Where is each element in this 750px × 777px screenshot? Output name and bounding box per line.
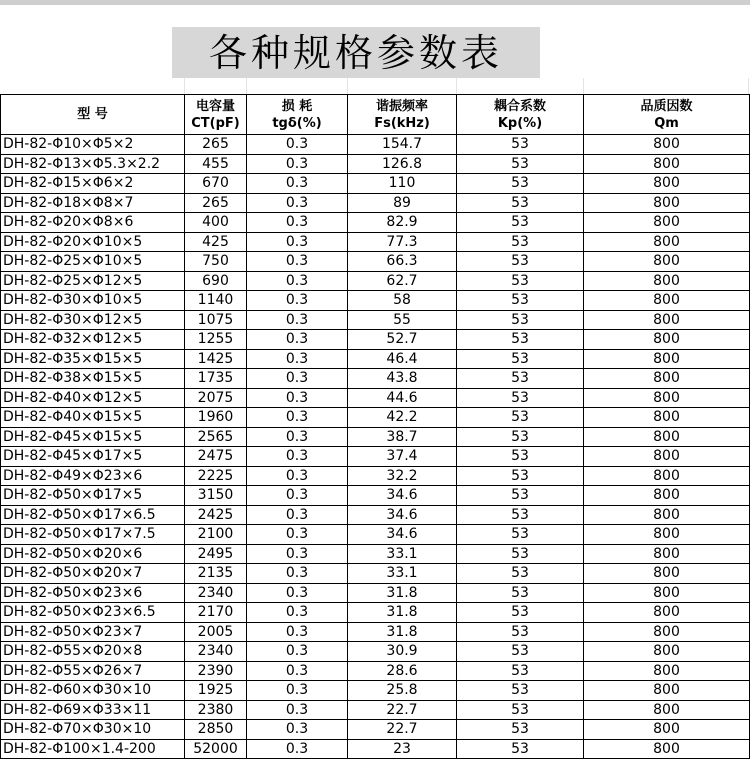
capacitance-cell: 425 <box>185 232 247 252</box>
loss-cell: 0.3 <box>247 388 348 408</box>
column-guide <box>583 78 584 94</box>
coupling-cell: 53 <box>457 583 584 603</box>
quality-cell: 800 <box>584 252 750 272</box>
loss-cell: 0.3 <box>247 213 348 233</box>
table-row <box>1 213 750 233</box>
title-banner <box>172 27 540 78</box>
loss-cell: 0.3 <box>247 661 348 681</box>
column-guide <box>748 78 749 94</box>
coupling-cell: 53 <box>457 622 584 642</box>
table-row <box>1 154 750 174</box>
table-row <box>1 388 750 408</box>
loss-cell: 0.3 <box>247 544 348 564</box>
frequency-cell: 37.4 <box>348 447 457 467</box>
quality-cell: 800 <box>584 330 750 350</box>
frequency-cell: 22.7 <box>348 700 457 720</box>
table-row <box>1 720 750 740</box>
model-cell: DH-82-Φ30×Φ10×5 <box>1 291 185 311</box>
table-row <box>1 193 750 213</box>
capacitance-cell: 1925 <box>185 681 247 701</box>
capacitance-cell: 2075 <box>185 388 247 408</box>
table-row <box>1 583 750 603</box>
frequency-cell: 42.2 <box>348 408 457 428</box>
frequency-cell: 31.8 <box>348 622 457 642</box>
quality-cell: 800 <box>584 408 750 428</box>
page-title: 各种规格参数表 <box>208 30 503 75</box>
frequency-cell: 154.7 <box>348 135 457 155</box>
frequency-cell: 22.7 <box>348 720 457 740</box>
model-cell: DH-82-Φ50×Φ20×7 <box>1 564 185 584</box>
capacitance-cell: 2425 <box>185 505 247 525</box>
loss-cell: 0.3 <box>247 291 348 311</box>
capacitance-cell: 2340 <box>185 583 247 603</box>
capacitance-cell: 2005 <box>185 622 247 642</box>
coupling-cell: 53 <box>457 525 584 545</box>
frequency-cell: 33.1 <box>348 544 457 564</box>
top-border-strip <box>0 0 750 5</box>
loss-cell: 0.3 <box>247 486 348 506</box>
header-resonant-frequency: 谐振频率 Fs(kHz) <box>348 95 457 135</box>
model-cell: DH-82-Φ45×Φ15×5 <box>1 427 185 447</box>
coupling-cell: 53 <box>457 700 584 720</box>
column-guide <box>347 78 348 94</box>
capacitance-cell: 1075 <box>185 310 247 330</box>
model-cell: DH-82-Φ40×Φ12×5 <box>1 388 185 408</box>
capacitance-cell: 265 <box>185 135 247 155</box>
coupling-cell: 53 <box>457 232 584 252</box>
table-row <box>1 447 750 467</box>
coupling-cell: 53 <box>457 642 584 662</box>
model-cell: DH-82-Φ50×Φ23×7 <box>1 622 185 642</box>
quality-cell: 800 <box>584 681 750 701</box>
loss-cell: 0.3 <box>247 525 348 545</box>
loss-cell: 0.3 <box>247 700 348 720</box>
loss-cell: 0.3 <box>247 681 348 701</box>
quality-cell: 800 <box>584 720 750 740</box>
quality-cell: 800 <box>584 193 750 213</box>
loss-cell: 0.3 <box>247 174 348 194</box>
frequency-cell: 38.7 <box>348 427 457 447</box>
capacitance-cell: 1425 <box>185 349 247 369</box>
quality-cell: 800 <box>584 427 750 447</box>
capacitance-cell: 2100 <box>185 525 247 545</box>
frequency-cell: 43.8 <box>348 369 457 389</box>
capacitance-cell: 2565 <box>185 427 247 447</box>
table-row <box>1 544 750 564</box>
coupling-cell: 53 <box>457 603 584 623</box>
loss-cell: 0.3 <box>247 154 348 174</box>
frequency-cell: 34.6 <box>348 486 457 506</box>
quality-cell: 800 <box>584 525 750 545</box>
capacitance-cell: 2495 <box>185 544 247 564</box>
coupling-cell: 53 <box>457 427 584 447</box>
frequency-cell: 82.9 <box>348 213 457 233</box>
coupling-cell: 53 <box>457 739 584 759</box>
loss-cell: 0.3 <box>247 583 348 603</box>
capacitance-cell: 400 <box>185 213 247 233</box>
table-row <box>1 330 750 350</box>
loss-cell: 0.3 <box>247 447 348 467</box>
coupling-cell: 53 <box>457 349 584 369</box>
capacitance-cell: 1140 <box>185 291 247 311</box>
quality-cell: 800 <box>584 154 750 174</box>
column-guide <box>456 78 457 94</box>
coupling-cell: 53 <box>457 135 584 155</box>
table-row <box>1 661 750 681</box>
coupling-cell: 53 <box>457 291 584 311</box>
capacitance-cell: 2170 <box>185 603 247 623</box>
loss-cell: 0.3 <box>247 720 348 740</box>
frequency-cell: 62.7 <box>348 271 457 291</box>
quality-cell: 800 <box>584 369 750 389</box>
frequency-cell: 46.4 <box>348 349 457 369</box>
model-cell: DH-82-Φ38×Φ15×5 <box>1 369 185 389</box>
quality-cell: 800 <box>584 739 750 759</box>
quality-cell: 800 <box>584 232 750 252</box>
model-cell: DH-82-Φ55×Φ20×8 <box>1 642 185 662</box>
loss-cell: 0.3 <box>247 739 348 759</box>
loss-cell: 0.3 <box>247 466 348 486</box>
table-row <box>1 466 750 486</box>
quality-cell: 800 <box>584 700 750 720</box>
model-cell: DH-82-Φ10×Φ5×2 <box>1 135 185 155</box>
quality-cell: 800 <box>584 466 750 486</box>
frequency-cell: 31.8 <box>348 583 457 603</box>
coupling-cell: 53 <box>457 174 584 194</box>
loss-cell: 0.3 <box>247 642 348 662</box>
coupling-cell: 53 <box>457 466 584 486</box>
model-cell: DH-82-Φ30×Φ12×5 <box>1 310 185 330</box>
capacitance-cell: 1255 <box>185 330 247 350</box>
capacitance-cell: 455 <box>185 154 247 174</box>
model-cell: DH-82-Φ69×Φ33×11 <box>1 700 185 720</box>
table-row <box>1 174 750 194</box>
frequency-cell: 25.8 <box>348 681 457 701</box>
coupling-cell: 53 <box>457 388 584 408</box>
model-cell: DH-82-Φ49×Φ23×6 <box>1 466 185 486</box>
quality-cell: 800 <box>584 174 750 194</box>
frequency-cell: 52.7 <box>348 330 457 350</box>
table-row <box>1 486 750 506</box>
coupling-cell: 53 <box>457 486 584 506</box>
loss-cell: 0.3 <box>247 408 348 428</box>
column-guide <box>184 78 185 94</box>
loss-cell: 0.3 <box>247 622 348 642</box>
quality-cell: 800 <box>584 213 750 233</box>
frequency-cell: 89 <box>348 193 457 213</box>
table-row <box>1 642 750 662</box>
coupling-cell: 53 <box>457 408 584 428</box>
capacitance-cell: 670 <box>185 174 247 194</box>
quality-cell: 800 <box>584 135 750 155</box>
table-row <box>1 427 750 447</box>
capacitance-cell: 750 <box>185 252 247 272</box>
frequency-cell: 126.8 <box>348 154 457 174</box>
quality-cell: 800 <box>584 642 750 662</box>
capacitance-cell: 2340 <box>185 642 247 662</box>
table-row <box>1 349 750 369</box>
coupling-cell: 53 <box>457 369 584 389</box>
model-cell: DH-82-Φ50×Φ23×6 <box>1 583 185 603</box>
model-cell: DH-82-Φ55×Φ26×7 <box>1 661 185 681</box>
model-cell: DH-82-Φ40×Φ15×5 <box>1 408 185 428</box>
loss-cell: 0.3 <box>247 252 348 272</box>
table-row <box>1 505 750 525</box>
capacitance-cell: 2390 <box>185 661 247 681</box>
model-cell: DH-82-Φ50×Φ23×6.5 <box>1 603 185 623</box>
header-capacitance: 电容量 CT(pF) <box>185 95 247 135</box>
coupling-cell: 53 <box>457 271 584 291</box>
loss-cell: 0.3 <box>247 369 348 389</box>
frequency-cell: 66.3 <box>348 252 457 272</box>
model-cell: DH-82-Φ60×Φ30×10 <box>1 681 185 701</box>
coupling-cell: 53 <box>457 505 584 525</box>
table-row <box>1 564 750 584</box>
model-cell: DH-82-Φ50×Φ20×6 <box>1 544 185 564</box>
quality-cell: 800 <box>584 388 750 408</box>
quality-cell: 800 <box>584 291 750 311</box>
capacitance-cell: 2850 <box>185 720 247 740</box>
quality-cell: 800 <box>584 564 750 584</box>
quality-cell: 800 <box>584 447 750 467</box>
coupling-cell: 53 <box>457 310 584 330</box>
quality-cell: 800 <box>584 622 750 642</box>
capacitance-cell: 2475 <box>185 447 247 467</box>
loss-cell: 0.3 <box>247 232 348 252</box>
coupling-cell: 53 <box>457 213 584 233</box>
table-row <box>1 135 750 155</box>
model-cell: DH-82-Φ45×Φ17×5 <box>1 447 185 467</box>
model-cell: DH-82-Φ25×Φ10×5 <box>1 252 185 272</box>
spec-table <box>0 94 750 759</box>
quality-cell: 800 <box>584 661 750 681</box>
table-row <box>1 369 750 389</box>
capacitance-cell: 2135 <box>185 564 247 584</box>
frequency-cell: 110 <box>348 174 457 194</box>
frequency-cell: 28.6 <box>348 661 457 681</box>
frequency-cell: 23 <box>348 739 457 759</box>
coupling-cell: 53 <box>457 564 584 584</box>
quality-cell: 800 <box>584 505 750 525</box>
model-cell: DH-82-Φ32×Φ12×5 <box>1 330 185 350</box>
frequency-cell: 31.8 <box>348 603 457 623</box>
loss-cell: 0.3 <box>247 564 348 584</box>
frequency-cell: 34.6 <box>348 505 457 525</box>
quality-cell: 800 <box>584 544 750 564</box>
frequency-cell: 33.1 <box>348 564 457 584</box>
coupling-cell: 53 <box>457 330 584 350</box>
table-row <box>1 603 750 623</box>
coupling-cell: 53 <box>457 661 584 681</box>
model-cell: DH-82-Φ50×Φ17×7.5 <box>1 525 185 545</box>
loss-cell: 0.3 <box>247 271 348 291</box>
loss-cell: 0.3 <box>247 193 348 213</box>
model-cell: DH-82-Φ18×Φ8×7 <box>1 193 185 213</box>
model-cell: DH-82-Φ25×Φ12×5 <box>1 271 185 291</box>
coupling-cell: 53 <box>457 252 584 272</box>
loss-cell: 0.3 <box>247 427 348 447</box>
loss-cell: 0.3 <box>247 135 348 155</box>
table-row <box>1 271 750 291</box>
frequency-cell: 58 <box>348 291 457 311</box>
table-row <box>1 408 750 428</box>
quality-cell: 800 <box>584 310 750 330</box>
capacitance-cell: 1735 <box>185 369 247 389</box>
table-row <box>1 681 750 701</box>
coupling-cell: 53 <box>457 544 584 564</box>
frequency-cell: 77.3 <box>348 232 457 252</box>
model-cell: DH-82-Φ15×Φ6×2 <box>1 174 185 194</box>
model-cell: DH-82-Φ50×Φ17×5 <box>1 486 185 506</box>
frequency-cell: 32.2 <box>348 466 457 486</box>
table-row <box>1 252 750 272</box>
capacitance-cell: 2225 <box>185 466 247 486</box>
header-loss: 损 耗 tgδ(%) <box>247 95 348 135</box>
loss-cell: 0.3 <box>247 505 348 525</box>
model-cell: DH-82-Φ35×Φ15×5 <box>1 349 185 369</box>
table-row <box>1 622 750 642</box>
capacitance-cell: 52000 <box>185 739 247 759</box>
quality-cell: 800 <box>584 603 750 623</box>
quality-cell: 800 <box>584 271 750 291</box>
loss-cell: 0.3 <box>247 349 348 369</box>
coupling-cell: 53 <box>457 154 584 174</box>
model-cell: DH-82-Φ50×Φ17×6.5 <box>1 505 185 525</box>
capacitance-cell: 2380 <box>185 700 247 720</box>
frequency-cell: 34.6 <box>348 525 457 545</box>
coupling-cell: 53 <box>457 193 584 213</box>
frequency-cell: 44.6 <box>348 388 457 408</box>
coupling-cell: 53 <box>457 681 584 701</box>
quality-cell: 800 <box>584 349 750 369</box>
model-cell: DH-82-Φ13×Φ5.3×2.2 <box>1 154 185 174</box>
capacitance-cell: 690 <box>185 271 247 291</box>
table-header-row <box>1 95 750 135</box>
table-row <box>1 232 750 252</box>
capacitance-cell: 1960 <box>185 408 247 428</box>
frequency-cell: 55 <box>348 310 457 330</box>
table-row <box>1 291 750 311</box>
loss-cell: 0.3 <box>247 330 348 350</box>
model-cell: DH-82-Φ100×1.4-200 <box>1 739 185 759</box>
quality-cell: 800 <box>584 486 750 506</box>
table-row <box>1 739 750 759</box>
header-model: 型 号 <box>1 95 185 135</box>
quality-cell: 800 <box>584 583 750 603</box>
coupling-cell: 53 <box>457 447 584 467</box>
header-coupling-coefficient: 耦合系数 Kp(%) <box>457 95 584 135</box>
header-quality-factor: 品质因数 Qm <box>584 95 750 135</box>
loss-cell: 0.3 <box>247 603 348 623</box>
model-cell: DH-82-Φ20×Φ10×5 <box>1 232 185 252</box>
table-row <box>1 525 750 545</box>
column-guide <box>246 78 247 94</box>
table-row <box>1 700 750 720</box>
frequency-cell: 30.9 <box>348 642 457 662</box>
model-cell: DH-82-Φ20×Φ8×6 <box>1 213 185 233</box>
capacitance-cell: 265 <box>185 193 247 213</box>
table-row <box>1 310 750 330</box>
capacitance-cell: 3150 <box>185 486 247 506</box>
model-cell: DH-82-Φ70×Φ30×10 <box>1 720 185 740</box>
coupling-cell: 53 <box>457 720 584 740</box>
loss-cell: 0.3 <box>247 310 348 330</box>
